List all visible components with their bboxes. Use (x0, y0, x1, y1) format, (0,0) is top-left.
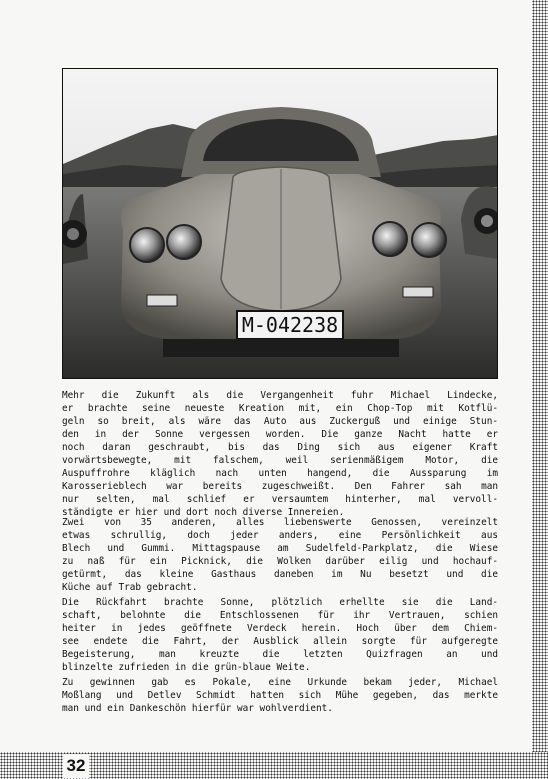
license-plate: M-042238 (241, 313, 339, 337)
text-line: er brachte seine neueste Kreation mit, ein Chop-Top mit Kotflü- (62, 403, 498, 414)
text-line: Küche auf Trab gebracht. (62, 582, 198, 593)
text-line: getürmt, das kleine Gasthaus daneben im Nu besetzt und die (62, 569, 498, 580)
text-line: Karosserieblech war bereits zugeschweißt. Den Fahrer sah man (62, 481, 498, 492)
text-line: see endete die Fahrt, der Ausblick allein sorgte für aufgeregte (62, 636, 498, 647)
text-line: ständigte er hier und dort noch diverse Innereien. (62, 507, 345, 518)
text-line: vorwärtsbewegte, mit falschem, weil serienmäßigem Motor, die (62, 455, 498, 466)
text-line: Moßlang und Detlev Schmidt hatten sich Mühe gegeben, das merkte (62, 690, 498, 701)
text-line: den in der Sonne vergessen worden. Die ganze Nacht hatte er (62, 429, 498, 440)
paragraph-4 (62, 676, 498, 715)
text-line: Zwei von 35 anderen, alles liebenswerte Genossen, vereinzelt (62, 517, 498, 528)
text-line: Auspuffrohre kläglich nach unten hangend, die Aussparung im (62, 468, 498, 479)
paragraph-1 (62, 389, 498, 519)
text-line: nur selten, mal schlief er versaumtem hinterher, mal vervoll- (62, 494, 498, 505)
page-number: 32 (63, 754, 89, 778)
photo-illustration (63, 69, 498, 379)
text-line: geln so breit, als wäre das Auto aus Zuckerguß und einige Stun- (62, 416, 498, 427)
paragraph-3 (62, 596, 498, 674)
text-line: schaft, belohnte die Entschlossenen für ihr Vertrauen, schien (62, 610, 498, 621)
text-line: Die Rückfahrt brachte Sonne, plötzlich erhellte sie die Land- (62, 597, 498, 608)
text-line: zu naß für ein Picknick, die Wolken darüber eilig und hochauf- (62, 556, 498, 567)
text-line: Mehr die Zukunft als die Vergangenheit fuhr Michael Lindecke, (62, 390, 498, 401)
halftone-margin-right (532, 0, 548, 779)
text-line: Begeisterung, man kreuzte die letzten Quizfragen an und (62, 649, 498, 660)
text-line: blinzelte zufrieden in die grün-blaue Weite. (62, 662, 311, 673)
text-line: noch daran geschraubt, bis das Ding sich aus eigener Kraft (62, 442, 498, 453)
text-line: Zu gewinnen gab es Pokale, eine Urkunde bekam jeder, Michael (62, 677, 498, 688)
text-line: etwas schrullig, doch jeder anders, eine Persönlichkeit aus (62, 530, 498, 541)
paragraph-2 (62, 516, 498, 594)
vw-beetle-photo (62, 68, 498, 379)
text-line: heiter in jedes geöffnete Verdeck herein. Hoch über dem Chiem- (62, 623, 498, 634)
text-line: man und ein Dankeschön hierfür war wohlverdient. (62, 703, 333, 714)
text-line: Blech und Gummi. Mittagspause am Sudelfeld-Parkplatz, die Wiese (62, 543, 498, 554)
